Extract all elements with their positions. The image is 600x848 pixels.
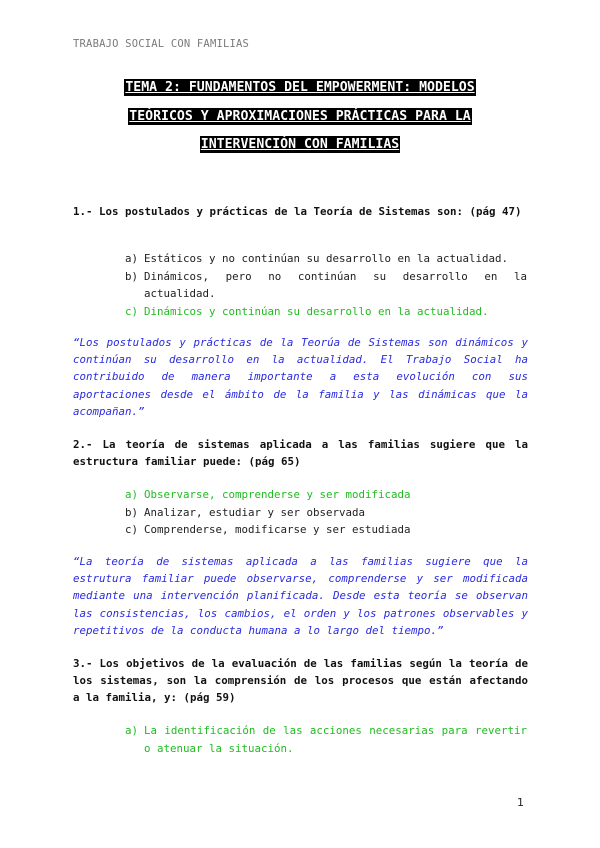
option-c: c) Comprenderse, modificarse y ser estudiada	[125, 523, 411, 536]
running-header: TRABAJO SOCIAL CON FAMILIAS	[73, 38, 250, 50]
question-2-prompt: 2.- La teoría de sistemas aplicada a las familias sugiere que la estructura familiar puede: (pág 65)	[73, 438, 528, 468]
option-a-correct: a) Observarse, comprenderse y ser modificada	[125, 488, 411, 501]
question-1-options	[125, 250, 527, 320]
page-title	[70, 74, 530, 160]
question-2-options	[125, 486, 527, 539]
option-a: a) Estáticos y no continúan su desarrollo en la actualidad.	[125, 252, 509, 265]
option-a-correct: a) La identificación de las acciones necesarias para revertir o atenuar la situación.	[125, 724, 527, 755]
title-line: INTERVENCIÓN CON FAMILIAS	[200, 137, 400, 152]
option-b: b) Analizar, estudiar y ser observada	[125, 505, 366, 519]
title-line: TEÓRICOS Y APROXIMACIONES PRÁCTICAS PARA LA	[129, 108, 471, 124]
question-3-options	[125, 722, 527, 757]
page-number: 1	[517, 796, 524, 809]
question-3-prompt: 3.- Los objetivos de la evaluación de las familias según la teoría de los sistemas, son la comprensión de los procesos que están afectando a la familia, y: (pág 59)	[73, 657, 528, 704]
title-line: TEMA 2: FUNDAMENTOS DEL EMPOWERMENT: MODELOS	[125, 80, 475, 95]
question-1-prompt: 1.- Los postulados y prácticas de la Teoría de Sistemas son: (pág 47)	[73, 205, 522, 218]
question-2-explanation: “La teoría de sistemas aplicada a las familias sugiere que la estrutura familiar puede observarse, comprenderse y ser modificada mediante una intervención planificada. Desde esta teoría se observan las consistencias, los cambios, el orden y los patrones observables y repetitivos de la conducta humana a lo largo del tiempo.”	[73, 555, 528, 637]
question-1-explanation: “Los postulados y prácticas de la Teorúa de Sistemas son dinámicos y continúan su desarrollo en la actualidad. El Trabajo Social ha contribuido de manera importante a esta evolución con sus aportaciones desde el ámbito de la familia y las dinámicas que la acompañan.”	[73, 336, 528, 418]
option-c-correct: c) Dinámicos y continúan su desarrollo en la actualidad.	[125, 304, 489, 318]
option-b: b) Dinámicos, pero no continúan su desarrollo en la actualidad.	[125, 269, 527, 300]
